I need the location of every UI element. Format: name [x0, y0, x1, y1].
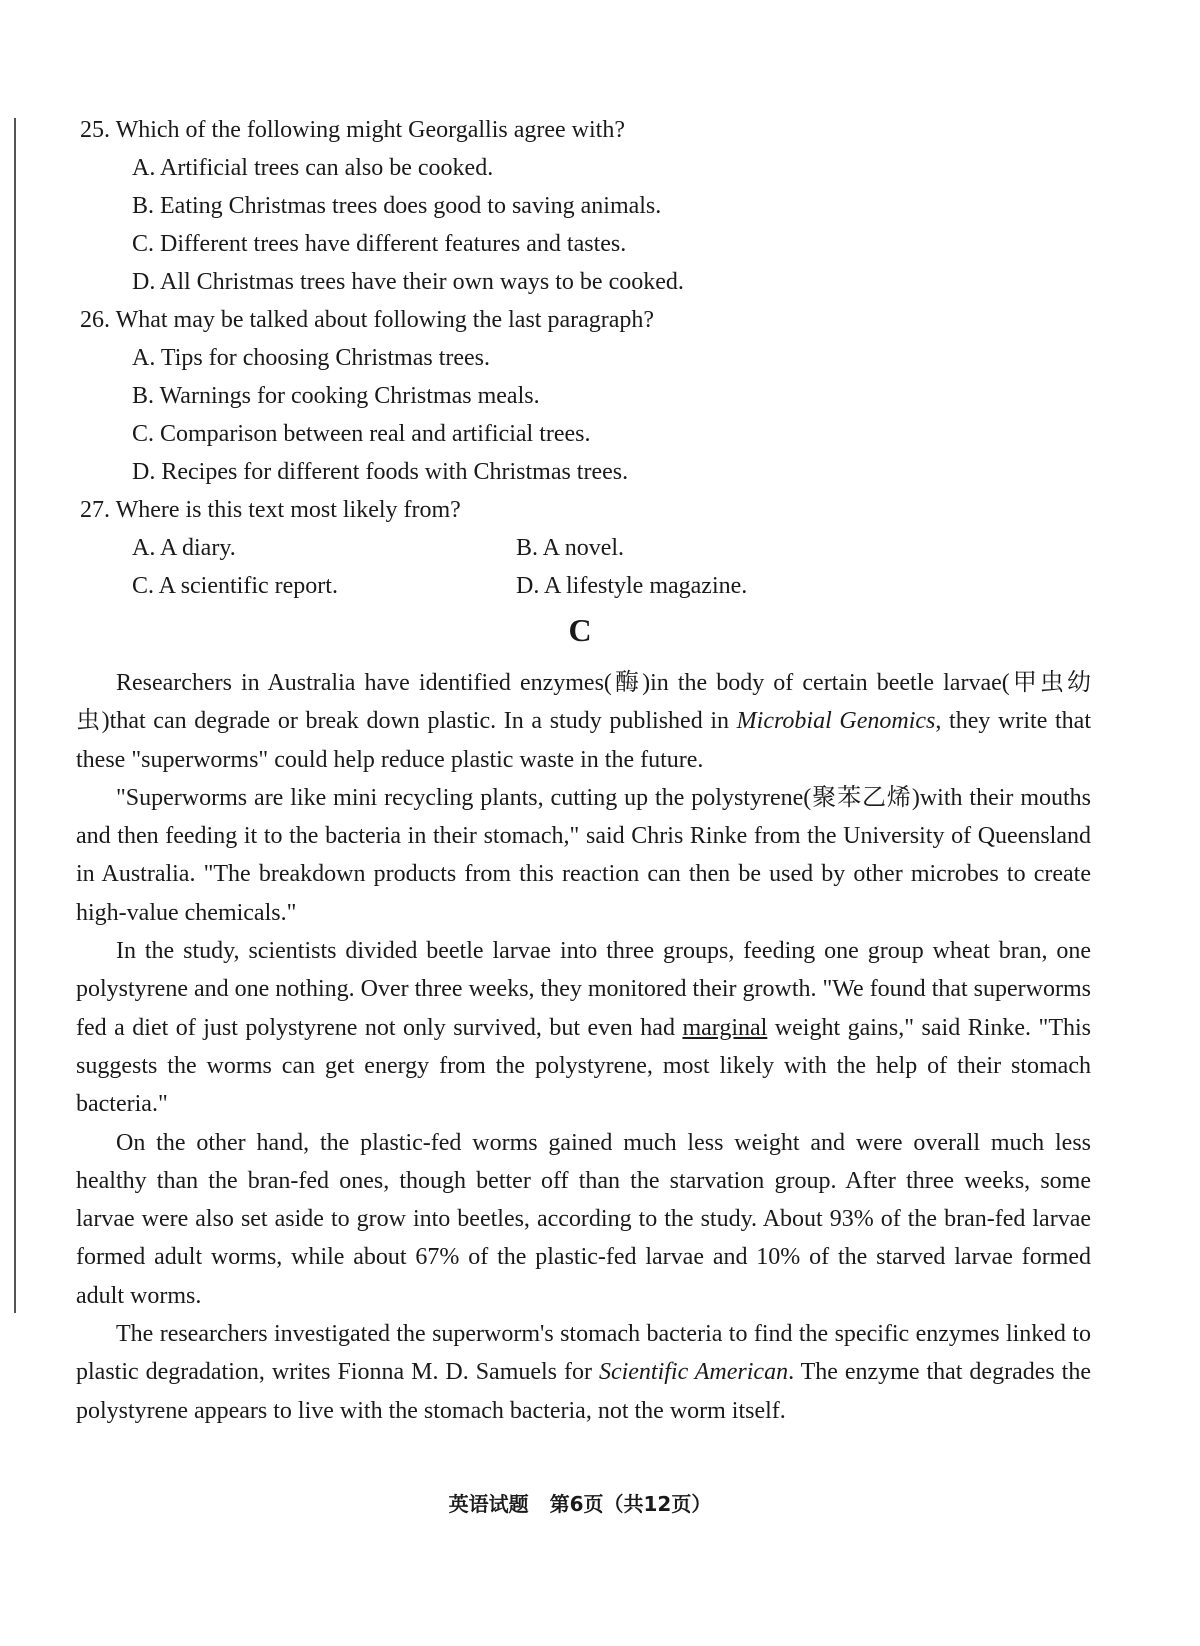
- paragraph-text: . The enzyme that degrades the polystyrene appears to live with the stomach bacteria, not the worm itself.: [76, 1359, 1091, 1424]
- underlined-word: marginal: [682, 1014, 768, 1041]
- paragraph-1: [76, 664, 1091, 779]
- paragraph-text: Researchers in Australia have identified enzymes(酶)in the body of certain beetle larvae(甲虫幼虫)that can degrade or break down plastic. In a study published in: [76, 670, 1091, 735]
- option-grid: [80, 529, 1080, 605]
- paragraph-text: The researchers investigated the superworm's stomach bacteria to find the specific enzymes linked to plastic degradation, writes Fionna M. D. Samuels for: [76, 1321, 1091, 1386]
- option-b: B. Eating Christmas trees does good to saving animals.: [132, 193, 662, 219]
- option-b: B. A novel.: [516, 535, 625, 561]
- option-c: C. Comparison between real and artificial trees.: [132, 421, 591, 447]
- option-d: D. Recipes for different foods with Christmas trees.: [132, 459, 629, 485]
- question-25: [80, 111, 1080, 301]
- margin-rule: [14, 118, 16, 1313]
- question-27: [80, 491, 1080, 605]
- paragraph-4: On the other hand, the plastic-fed worms gained much less weight and were overall much less healthy than the bran-fed ones, though better off than the starvation group. After three weeks, some larvae were also set aside to grow into beetles, according to the study. About 93% of the bran-fed larvae formed adult worms, while about 67% of the plastic-fed larvae and 10% of the starved larvae formed adult worms.: [76, 1129, 1091, 1309]
- paragraph-text: weight gains," said Rinke. "This suggests the worms can get energy from the polystyrene, most likely with the help of their stomach bacteria.": [76, 1014, 1091, 1118]
- option-a: A. Artificial trees can also be cooked.: [132, 155, 494, 181]
- option-a: A. Tips for choosing Christmas trees.: [132, 345, 491, 371]
- page-footer: 英语试题 第6页（共12页）: [448, 1492, 712, 1516]
- question-stem: 27. Where is this text most likely from?: [80, 497, 461, 523]
- question-stem: 25. Which of the following might Georgallis agree with?: [80, 117, 625, 143]
- option-c: C. A scientific report.: [132, 573, 338, 599]
- option-d: D. A lifestyle magazine.: [516, 573, 748, 599]
- question-26: [80, 301, 1080, 491]
- section-heading: C: [568, 612, 592, 648]
- option-c: C. Different trees have different features and tastes.: [132, 231, 627, 257]
- paragraph-5: [76, 1315, 1091, 1430]
- magazine-title: Scientific American: [598, 1359, 789, 1386]
- paragraph-text: In the study, scientists divided beetle larvae into three groups, feeding one group wheat bran, one polystyrene and one nothing. Over three weeks, they monitored their growth. "We found that superworms fed a diet of just polystyrene not only survived, but even had: [76, 938, 1091, 1041]
- paragraph-2: "Superworms are like mini recycling plants, cutting up the polystyrene(聚苯乙烯)with their mouths and then feeding it to the bacteria in their stomach," said Chris Rinke from the University of Queensland in Australia. "The breakdown products from this reaction can then be used by other microbes to create high-value chemicals.": [76, 784, 1091, 926]
- option-b: B. Warnings for cooking Christmas meals.: [132, 383, 540, 409]
- option-d: D. All Christmas trees have their own ways to be cooked.: [132, 269, 684, 295]
- option-a: A. A diary.: [132, 535, 236, 561]
- journal-title: Microbial Genomics: [736, 708, 936, 735]
- paragraph-text: , they write that these "superworms" could help reduce plastic waste in the future.: [76, 708, 1091, 773]
- paragraph-3: [76, 932, 1091, 1123]
- question-stem: 26. What may be talked about following the last paragraph?: [80, 307, 655, 333]
- reading-passage: [76, 664, 1091, 1430]
